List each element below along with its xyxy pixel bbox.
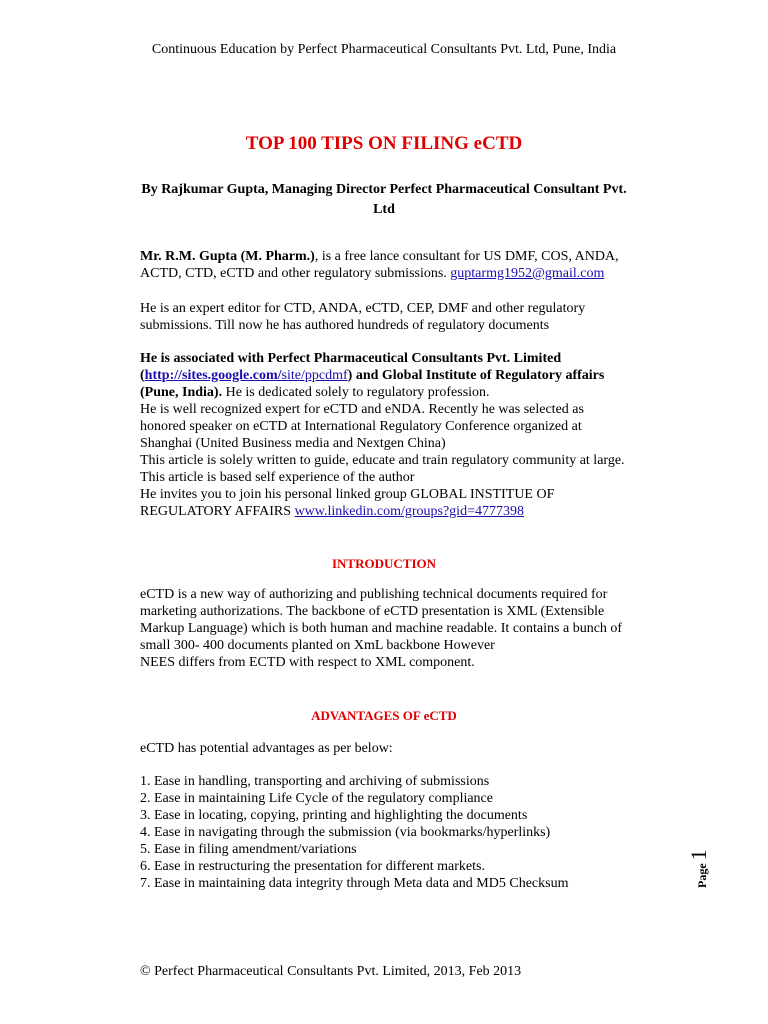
- ppc-site-link-prefix: http://sites.google.com/: [144, 368, 282, 383]
- email-link[interactable]: guptarmg1952@gmail.com: [450, 266, 605, 281]
- list-item: 3. Ease in locating, copying, printing and highlighting the documents: [140, 808, 528, 823]
- association-paragraph: [140, 350, 630, 520]
- page-number: 1: [686, 849, 711, 861]
- page-header: Continuous Education by Perfect Pharmaceutical Consultants Pvt. Ltd, Pune, India: [151, 42, 617, 57]
- page-number-marker: [660, 842, 720, 888]
- assoc-line-3: This article is solely written to guide, educate and train regulatory community at large.: [140, 453, 625, 468]
- linkedin-link[interactable]: www.linkedin.com/groups?gid=4777398: [294, 504, 524, 519]
- list-item: 5. Ease in filing amendment/variations: [140, 842, 357, 857]
- advantages-list: [140, 773, 630, 892]
- assoc-line-2: He is well recognized expert for eCTD and eNDA. Recently he was selected as honored speaker on eCTD at International Regulatory Conference organized at Shanghai (United Business media and Nextgen China): [140, 402, 584, 451]
- introduction-paragraph: [140, 586, 630, 671]
- intro-text: eCTD is a new way of authorizing and publishing technical documents required for marketing authorizations. The backbone of eCTD presentation is XML (Extensible Markup Language) which is both human and machine readable. It contains a bunch of small 300- 400 documents planted on XmL backbone However: [140, 587, 623, 653]
- assoc-bold-2: ) and Global Institute of Regulatory affairs (Pune, India).: [140, 368, 605, 400]
- ppc-site-link-suffix: site/ppcdmf: [281, 368, 348, 383]
- document-title: TOP 100 TIPS ON FILING eCTD: [245, 133, 523, 154]
- introduction-heading: INTRODUCTION: [331, 556, 436, 571]
- bio-paragraph: [140, 248, 630, 282]
- list-item: 7. Ease in maintaining data integrity through Meta data and MD5 Checksum: [140, 876, 569, 891]
- editor-paragraph: He is an expert editor for CTD, ANDA, eCTD, CEP, DMF and other regulatory submissions. Till now he has authored hundreds of regulatory documents: [140, 301, 586, 333]
- assoc-line-5: He invites you to join his personal linked group GLOBAL INSTITUE OF REGULATORY AFFAIRS: [140, 487, 555, 519]
- bio-text: , is a free lance consultant for US DMF, COS, ANDA, ACTD, CTD, eCTD and other regulatory submissions.: [140, 249, 619, 281]
- page-footer: © Perfect Pharmaceutical Consultants Pvt. Limited, 2013, Feb 2013: [140, 964, 522, 979]
- list-item: 6. Ease in restructuring the presentation for different markets.: [140, 859, 485, 874]
- bio-name: Mr. R.M. Gupta (M. Pharm.): [140, 249, 315, 264]
- advantages-heading: ADVANTAGES OF eCTD: [311, 708, 457, 723]
- intro-text-2: NEES differs from ECTD with respect to XML component.: [140, 655, 475, 670]
- assoc-line-4: This article is based self experience of the author: [140, 470, 415, 485]
- ppc-site-link[interactable]: [145, 368, 348, 383]
- list-item: 2. Ease in maintaining Life Cycle of the regulatory compliance: [140, 791, 493, 806]
- author-byline: By Rajkumar Gupta, Managing Director Perfect Pharmaceutical Consultant Pvt. Ltd: [141, 182, 627, 217]
- assoc-text-1: He is dedicated solely to regulatory profession.: [222, 385, 490, 400]
- advantages-intro: eCTD has potential advantages as per below:: [140, 741, 393, 756]
- list-item: 4. Ease in navigating through the submission (via bookmarks/hyperlinks): [140, 825, 551, 840]
- list-item: 1. Ease in handling, transporting and archiving of submissions: [140, 774, 490, 789]
- assoc-bold-1: He is associated with Perfect Pharmaceutical Consultants Pvt. Limited (: [140, 351, 562, 383]
- page-label: Page: [695, 863, 709, 888]
